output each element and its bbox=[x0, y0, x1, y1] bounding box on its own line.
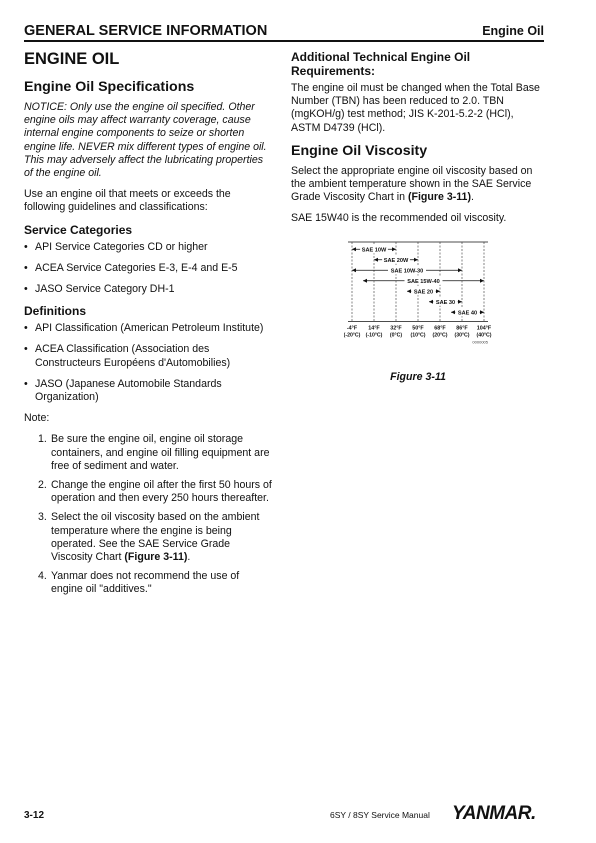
list-item bbox=[24, 479, 272, 505]
arrow-right bbox=[392, 247, 396, 251]
tick-label-f: 50°F bbox=[412, 325, 424, 332]
list-item: • JASO Service Category DH-1 bbox=[24, 283, 272, 296]
tick-label-c: (-10°C) bbox=[365, 332, 383, 339]
series-label: SAE 40 bbox=[457, 310, 478, 317]
arrow-right bbox=[480, 279, 484, 283]
tick-label-c: (-20°C) bbox=[344, 332, 361, 339]
item-number: 1. bbox=[38, 433, 47, 446]
tick-label-f: 86°F bbox=[456, 325, 468, 332]
viscosity-chart bbox=[344, 238, 504, 380]
tick-label-c: (30°C) bbox=[454, 332, 470, 339]
series-label: SAE 20 bbox=[413, 289, 434, 296]
tick-label-f: 14°F bbox=[368, 325, 380, 332]
topic-title: Engine Oil bbox=[482, 24, 544, 38]
service-list bbox=[24, 241, 272, 297]
viscosity-body: Select the appropriate engine oil viscosity based on the ambient temperature shown in the SAE Service Grade Viscosity Chart in bbox=[291, 164, 533, 204]
item-text: Change the engine oil after the first 50 hours of operation and then every 250 hours thereafter. bbox=[51, 479, 272, 505]
arrow-left bbox=[352, 247, 356, 251]
viscosity-chart-svg bbox=[344, 238, 504, 380]
series-label: SAE 10W-30 bbox=[390, 268, 424, 275]
item-text: Yanmar does not recommend the use of engine oil "additives." bbox=[51, 570, 240, 596]
definitions-heading: Definitions bbox=[24, 304, 86, 319]
item-text: Be sure the engine oil, engine oil storage containers, and engine oil filling equipment are free of sediment and water. bbox=[51, 433, 270, 472]
arrow-left bbox=[352, 268, 356, 272]
item-number: 4. bbox=[38, 570, 47, 583]
item-tail: . bbox=[187, 551, 191, 564]
tick-label-f: 104°F bbox=[476, 325, 492, 332]
figure-reference: (Figure 3-11) bbox=[407, 191, 471, 204]
arrow-right bbox=[414, 258, 418, 262]
arrow-left bbox=[451, 310, 455, 314]
figure-reference: (Figure 3-11) bbox=[124, 551, 188, 564]
left-column bbox=[24, 50, 272, 603]
viscosity-tail: . bbox=[470, 191, 474, 204]
tick-label-c: (40°C) bbox=[476, 332, 492, 339]
series-label: SAE 20W bbox=[383, 257, 409, 264]
tick-label-f: -4°F bbox=[346, 325, 358, 332]
arrow-right bbox=[480, 310, 484, 314]
arrow-left bbox=[363, 279, 367, 283]
viscosity-heading: Engine Oil Viscosity bbox=[291, 142, 428, 159]
tick-label-c: (20°C) bbox=[432, 332, 448, 339]
list-item: • API Classification (American Petroleum Institute) bbox=[24, 322, 272, 335]
additional-heading: Additional Technical Engine Oil Requirements: bbox=[291, 50, 471, 78]
list-item: • ACEA Service Categories E-3, E-4 and E-5 bbox=[24, 262, 272, 275]
figure-caption: Figure 3-11 bbox=[390, 371, 446, 383]
tick-label-f: 68°F bbox=[434, 325, 446, 332]
arrow-right bbox=[458, 300, 462, 304]
additional-text: The engine oil must be changed when the Total Base Number (TBN) has been reduced to 2.0. TBN (mgKOH/g) test method; JIS K-201-5.2-2 (HCl), ASTM D4739 (HCl). bbox=[291, 82, 540, 134]
list-item bbox=[24, 570, 272, 596]
page-title: ENGINE OIL bbox=[24, 50, 120, 68]
tick-label-c: (0°C) bbox=[389, 332, 403, 339]
item-number: 3. bbox=[38, 511, 47, 524]
header-rule bbox=[24, 40, 544, 42]
brand-logo: YANMAR. bbox=[452, 803, 536, 824]
list-item: • ACEA Classification (Association des Constructeurs Européens d'Automobilies) bbox=[24, 343, 272, 369]
item-text: Select the oil viscosity based on the ambient temperature where the engine is being operated. See the SAE Service Grade Viscosity Chart bbox=[51, 511, 260, 564]
list-item bbox=[24, 511, 272, 564]
figure-code: 0000005 bbox=[472, 339, 488, 345]
arrow-left bbox=[407, 289, 411, 293]
manual-title: 6SY / 8SY Service Manual bbox=[330, 810, 430, 820]
series-label: SAE 15W-40 bbox=[407, 278, 440, 285]
series-label: SAE 10W bbox=[361, 247, 387, 254]
page-number: 3-12 bbox=[24, 810, 45, 821]
list-item bbox=[24, 433, 272, 473]
spec-heading: Engine Oil Specifications bbox=[24, 79, 195, 95]
series-label: SAE 30 bbox=[435, 299, 456, 306]
viscosity-text bbox=[291, 165, 545, 205]
arrow-right bbox=[436, 289, 440, 293]
intro-text: Use an engine oil that meets or exceeds the following guidelines and classifications: bbox=[24, 188, 231, 214]
notice-text: NOTICE: Only use the engine oil specified. Other engine oils may affect warranty coverage, cause internal engine components to seize or shorten engine life. NEVER mix different types of engine oil. This may adversely affect the lubricating properties of the engine oil. bbox=[24, 101, 267, 180]
right-column bbox=[291, 50, 545, 234]
definitions-list bbox=[24, 322, 272, 404]
tick-label-f: 32°F bbox=[390, 325, 402, 332]
tick-label-c: (10°C) bbox=[410, 332, 426, 339]
list-item: • JASO (Japanese Automobile Standards Organization) bbox=[24, 378, 272, 404]
item-number: 2. bbox=[38, 479, 47, 492]
service-heading: Service Categories bbox=[24, 222, 133, 237]
recommended-text: SAE 15W40 is the recommended oil viscosity. bbox=[291, 212, 507, 225]
notes-list bbox=[24, 433, 272, 596]
arrow-left bbox=[429, 300, 433, 304]
note-label: Note: bbox=[24, 412, 50, 425]
list-item: • API Service Categories CD or higher bbox=[24, 241, 272, 254]
arrow-right bbox=[458, 268, 462, 272]
section-title: GENERAL SERVICE INFORMATION bbox=[24, 23, 268, 39]
arrow-left bbox=[374, 258, 378, 262]
